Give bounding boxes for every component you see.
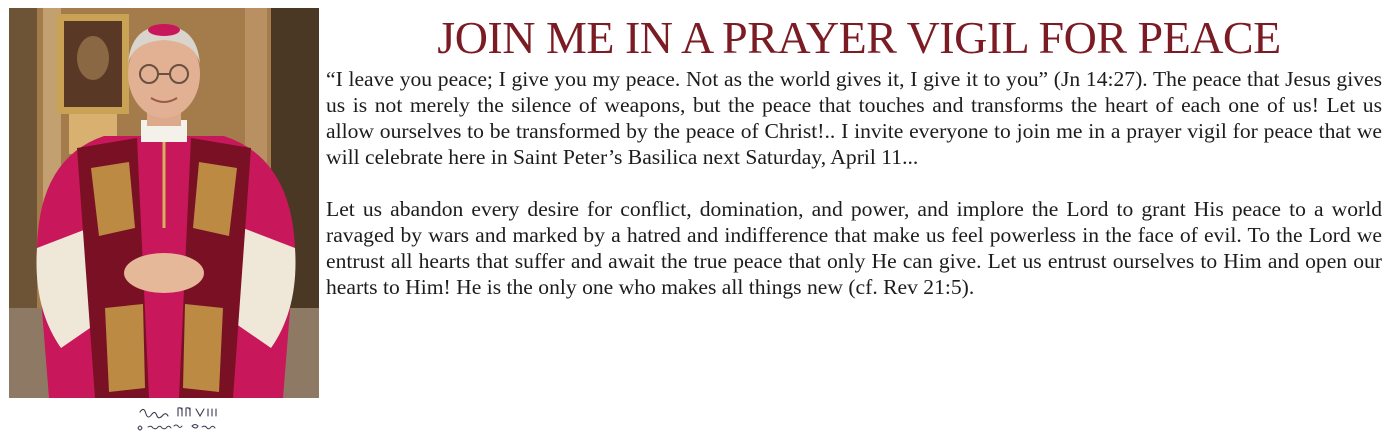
portrait-photo xyxy=(9,8,319,398)
message-paragraph: Let us abandon every desire for conflict, domination, and power, and implore the Lord to grant His peace to a world ravaged by wars and marked by a hatred and indifference that make us feel powerless in the face of evil. To the Lord we entrust all hearts that suffer and await the true peace that only He can give. Let us entrust ourselves to Him and open our hearts to Him! He is the only one who makes all things new (cf. Rev 21:5). xyxy=(326,197,1382,299)
page-heading: JOIN ME IN A PRAYER VIGIL FOR PEACE xyxy=(437,12,1281,63)
message-paragraph: “I leave you peace; I give you my peace. Not as the world gives it, I give it to you” (Jn 14:27). The peace that Jesus gives us is not merely the silence of weapons, but the peace that touches and transforms the heart of each one of us! Let us allow ourselves to be transformed by the peace of Christ!.. I invite everyone to join me in a prayer vigil for peace that we will celebrate here in Saint Peter’s Basilica next Saturday, April 11... xyxy=(326,67,1382,169)
message-body xyxy=(326,66,1382,300)
portrait-illustration xyxy=(9,8,319,398)
handwritten-signature xyxy=(120,402,240,436)
